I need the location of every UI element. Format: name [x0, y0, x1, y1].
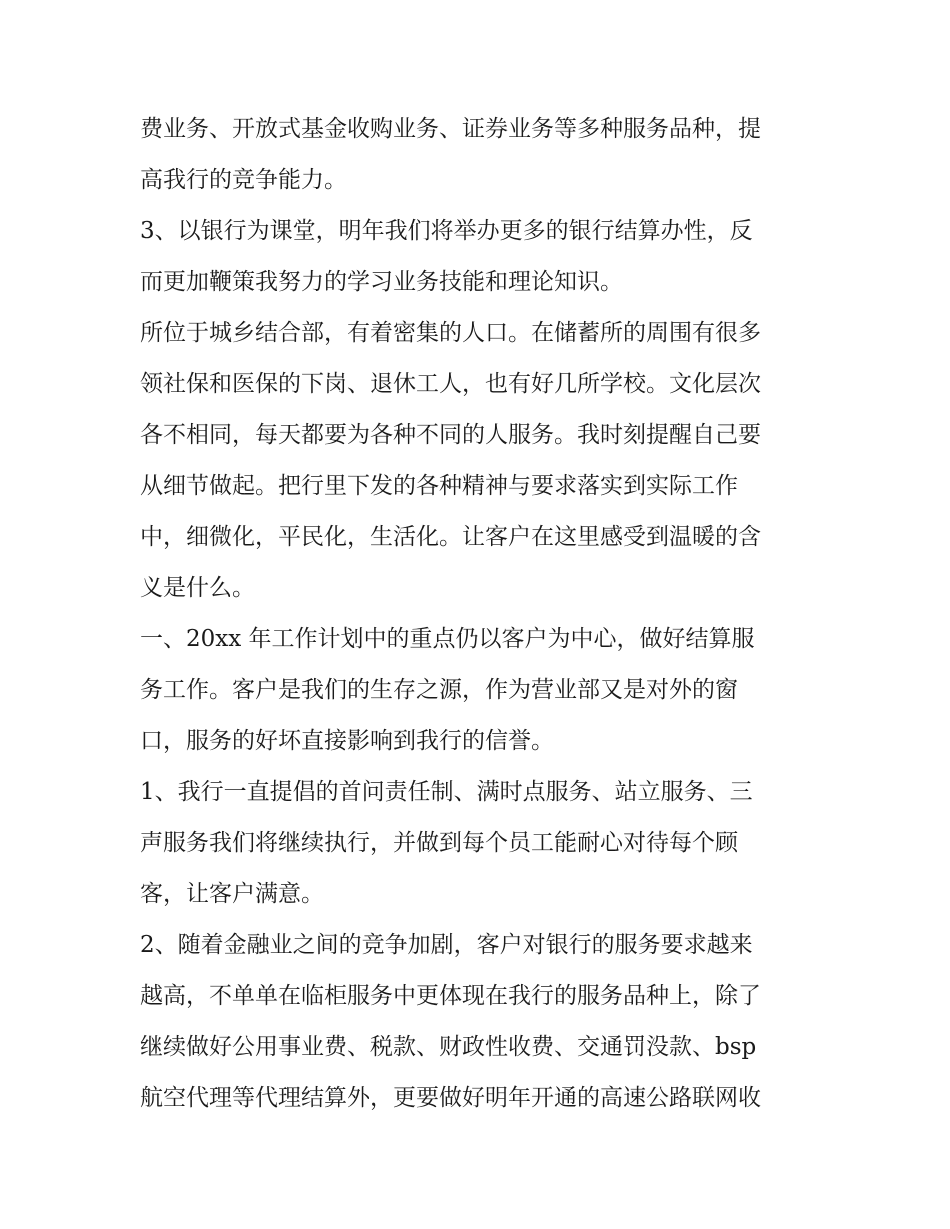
text-line: 航空代理等代理结算外，更要做好明年开通的高速公路联网收	[140, 1085, 761, 1111]
text-line: 客，让客户满意。	[140, 881, 324, 907]
text-line: 高我行的竞争能力。	[140, 167, 347, 193]
text-line: 领社保和医保的下岗、退休工人，也有好几所学校。文化层次	[140, 371, 761, 397]
document-body	[140, 104, 820, 1124]
text-line: 口，服务的好坏直接影响到我行的信誉。	[140, 728, 554, 754]
text-line: 越高，不单单在临柜服务中更体现在我行的服务品种上，除了	[140, 983, 761, 1009]
text-line: 费业务、开放式基金收购业务、证券业务等多种服务品种，提	[140, 116, 761, 142]
text-line: 3、以银行为课堂，明年我们将举办更多的银行结算办性，反	[140, 218, 753, 244]
text-line: 所位于城乡结合部，有着密集的人口。在储蓄所的周围有很多	[140, 320, 761, 346]
text-line: 1、我行一直提倡的首问责任制、满时点服务、站立服务、三	[140, 779, 753, 805]
text-line: 一、20xx 年工作计划中的重点仍以客户为中心，做好结算服	[140, 626, 755, 652]
text-line: 声服务我们将继续执行，并做到每个员工能耐心对待每个顾	[140, 830, 738, 856]
text-line: 从细节做起。把行里下发的各种精神与要求落实到实际工作	[140, 473, 738, 499]
text-line: 务工作。客户是我们的生存之源，作为营业部又是对外的窗	[140, 677, 738, 703]
text-line: 各不相同，每天都要为各种不同的人服务。我时刻提醒自己要	[140, 422, 761, 448]
text-line: 而更加鞭策我努力的学习业务技能和理论知识。	[140, 269, 623, 295]
text-line: 2、随着金融业之间的竞争加剧，客户对银行的服务要求越来	[140, 932, 753, 958]
text-line: 中，细微化，平民化，生活化。让客户在这里感受到温暖的含	[140, 524, 761, 550]
text-line: 继续做好公用事业费、税款、财政性收费、交通罚没款、bsp	[140, 1034, 757, 1060]
text-line: 义是什么。	[140, 575, 255, 601]
